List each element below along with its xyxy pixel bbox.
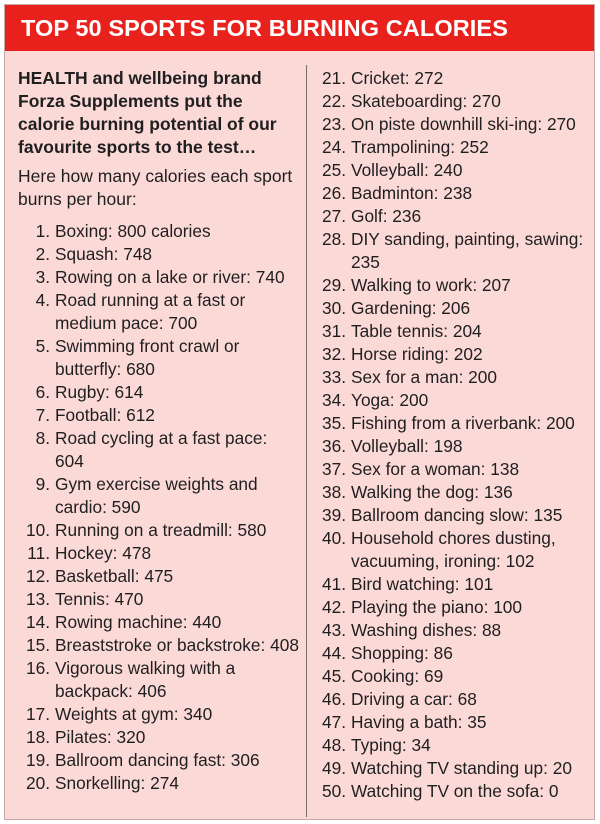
list-item xyxy=(18,772,300,795)
intro-bold-text: HEALTH and wellbeing brand Forza Supplements put the calorie burning potential of our favourite sports to the test… xyxy=(18,68,277,157)
list-item-text: Football: 612 xyxy=(55,405,155,425)
list-item-text: Watching TV on the sofa: 0 xyxy=(351,781,559,801)
list-item-text: Horse riding: 202 xyxy=(351,344,483,364)
list-item-number: 26. xyxy=(321,183,346,203)
list-item-number: 46. xyxy=(321,689,346,709)
list-item-number: 6. xyxy=(35,382,50,402)
list-item-number: 20. xyxy=(25,773,50,793)
list-item xyxy=(305,573,593,596)
list-item-number: 32. xyxy=(321,344,346,364)
list-item-number: 5. xyxy=(35,336,50,356)
list-item-number: 9. xyxy=(35,474,50,494)
list-item xyxy=(18,703,300,726)
intro-lead-text: Here how many calories each sport burns per hour: xyxy=(18,166,293,209)
list-item-number: 45. xyxy=(321,666,346,686)
list-item xyxy=(18,749,300,772)
list-item xyxy=(18,519,300,542)
list-item-text: Basketball: 475 xyxy=(55,566,174,586)
list-item xyxy=(18,473,300,519)
list-item-number: 44. xyxy=(321,643,346,663)
list-item xyxy=(305,182,593,205)
list-item-text: Table tennis: 204 xyxy=(351,321,482,341)
list-item xyxy=(18,565,300,588)
list-item-number: 17. xyxy=(25,704,50,724)
list-item-text: Skateboarding: 270 xyxy=(351,91,501,111)
list-item-text: Shopping: 86 xyxy=(351,643,453,663)
list-item xyxy=(18,611,300,634)
left-column xyxy=(18,67,300,795)
list-item xyxy=(305,297,593,320)
list-item xyxy=(305,113,593,136)
list-item xyxy=(18,726,300,749)
list-item-text: Badminton: 238 xyxy=(351,183,473,203)
list-item xyxy=(305,205,593,228)
infographic-card xyxy=(4,4,595,820)
list-item-text: Rowing machine: 440 xyxy=(55,612,222,632)
list-item xyxy=(305,136,593,159)
list-item-text: Fishing from a riverbank: 200 xyxy=(351,413,575,433)
list-item-text: Cricket: 272 xyxy=(351,68,444,88)
list-item xyxy=(305,481,593,504)
list-item-number: 43. xyxy=(321,620,346,640)
list-item xyxy=(305,619,593,642)
list-item-text: Ballroom dancing slow: 135 xyxy=(351,505,563,525)
list-item-text: Household chores dusting, vacuuming, ironing: 102 xyxy=(351,528,556,571)
list-item-number: 47. xyxy=(321,712,346,732)
list-item-text: Swimming front crawl or butterfly: 680 xyxy=(55,336,240,379)
list-item-number: 27. xyxy=(321,206,346,226)
list-item xyxy=(305,734,593,757)
list-item xyxy=(305,665,593,688)
list-item xyxy=(305,320,593,343)
list-item-number: 19. xyxy=(25,750,50,770)
list-item-text: Snorkelling: 274 xyxy=(55,773,179,793)
list-item-text: Gym exercise weights and cardio: 590 xyxy=(55,474,258,517)
list-item-number: 10. xyxy=(25,520,50,540)
list-item-text: Bird watching: 101 xyxy=(351,574,494,594)
list-item-number: 23. xyxy=(321,114,346,134)
list-item-number: 11. xyxy=(27,543,50,563)
list-item-number: 12. xyxy=(25,566,50,586)
list-item-number: 15. xyxy=(25,635,50,655)
list-item xyxy=(305,159,593,182)
list-item-text: Gardening: 206 xyxy=(351,298,471,318)
list-item xyxy=(18,634,300,657)
list-item-text: Sex for a woman: 138 xyxy=(351,459,520,479)
list-item-number: 38. xyxy=(321,482,346,502)
list-item-number: 18. xyxy=(25,727,50,747)
banner-title: TOP 50 SPORTS FOR BURNING CALORIES xyxy=(5,5,594,51)
list-item-text: Vigorous walking with a backpack: 406 xyxy=(55,658,236,701)
list-item-text: Having a bath: 35 xyxy=(351,712,487,732)
list-item-text: Boxing: 800 calories xyxy=(55,221,211,241)
ranking-list-left xyxy=(18,220,300,795)
list-item-text: Ballroom dancing fast: 306 xyxy=(55,750,260,770)
list-item xyxy=(18,404,300,427)
list-item-number: 21. xyxy=(321,68,346,88)
list-item-text: On piste downhill ski-ing: 270 xyxy=(351,114,576,134)
list-item-text: Breaststroke or backstroke: 408 xyxy=(55,635,299,655)
list-item-text: Hockey: 478 xyxy=(55,543,152,563)
list-item xyxy=(18,381,300,404)
list-item-number: 25. xyxy=(321,160,346,180)
list-item xyxy=(18,243,300,266)
list-item-text: Squash: 748 xyxy=(55,244,153,264)
list-item-text: Pilates: 320 xyxy=(55,727,146,747)
list-item xyxy=(18,427,300,473)
list-item-text: DIY sanding, painting, sawing: 235 xyxy=(351,229,584,272)
list-item-text: Watching TV standing up: 20 xyxy=(351,758,572,778)
list-item-number: 40. xyxy=(321,528,346,548)
list-item-number: 22. xyxy=(321,91,346,111)
list-item xyxy=(18,335,300,381)
list-item-text: Playing the piano: 100 xyxy=(351,597,523,617)
list-item xyxy=(305,366,593,389)
list-item-text: Driving a car: 68 xyxy=(351,689,477,709)
list-item xyxy=(305,458,593,481)
list-item-number: 35. xyxy=(321,413,346,433)
list-item-text: Typing: 34 xyxy=(351,735,431,755)
list-item xyxy=(305,389,593,412)
list-item-text: Running on a treadmill: 580 xyxy=(55,520,267,540)
list-item xyxy=(305,504,593,527)
list-item-text: Rowing on a lake or river: 740 xyxy=(55,267,285,287)
list-item xyxy=(305,688,593,711)
list-item xyxy=(305,527,593,573)
list-item-text: Road running at a fast or medium pace: 700 xyxy=(55,290,246,333)
list-item xyxy=(305,274,593,297)
list-item xyxy=(305,596,593,619)
list-item-text: Yoga: 200 xyxy=(351,390,429,410)
list-item xyxy=(305,412,593,435)
list-item xyxy=(18,542,300,565)
list-item-number: 31. xyxy=(321,321,346,341)
list-item xyxy=(18,220,300,243)
list-item xyxy=(305,435,593,458)
list-item-number: 24. xyxy=(321,137,346,157)
list-item xyxy=(305,642,593,665)
list-item-number: 29. xyxy=(321,275,346,295)
list-item-number: 34. xyxy=(321,390,346,410)
list-item-number: 42. xyxy=(321,597,346,617)
list-item-number: 7. xyxy=(35,405,50,425)
list-item-text: Sex for a man: 200 xyxy=(351,367,498,387)
list-item-number: 16. xyxy=(25,658,50,678)
list-item-text: Walking the dog: 136 xyxy=(351,482,513,502)
list-item-number: 33. xyxy=(321,367,346,387)
list-item-number: 28. xyxy=(321,229,346,249)
list-item-number: 36. xyxy=(321,436,346,456)
list-item-number: 3. xyxy=(35,267,50,287)
list-item-number: 37. xyxy=(321,459,346,479)
list-item-number: 14. xyxy=(25,612,50,632)
list-item xyxy=(305,711,593,734)
list-item xyxy=(18,289,300,335)
list-item xyxy=(305,67,593,90)
list-item-number: 30. xyxy=(321,298,346,318)
list-item xyxy=(305,343,593,366)
list-item xyxy=(18,657,300,703)
list-item-number: 49. xyxy=(321,758,346,778)
list-item-number: 8. xyxy=(35,428,50,448)
list-item-number: 1. xyxy=(35,221,50,241)
list-item xyxy=(305,780,593,803)
list-item-number: 4. xyxy=(35,290,50,310)
list-item-text: Rugby: 614 xyxy=(55,382,144,402)
list-item-text: Weights at gym: 340 xyxy=(55,704,213,724)
list-item-text: Tennis: 470 xyxy=(55,589,144,609)
ranking-list-right xyxy=(305,67,593,803)
list-item-text: Volleyball: 198 xyxy=(351,436,463,456)
list-item-number: 41. xyxy=(321,574,346,594)
list-item-number: 2. xyxy=(35,244,50,264)
right-column xyxy=(305,67,593,803)
list-item-text: Trampolining: 252 xyxy=(351,137,489,157)
list-item xyxy=(305,228,593,274)
list-item-text: Volleyball: 240 xyxy=(351,160,463,180)
list-item xyxy=(305,757,593,780)
list-item-text: Walking to work: 207 xyxy=(351,275,511,295)
list-item-number: 13. xyxy=(25,589,50,609)
list-item-number: 39. xyxy=(321,505,346,525)
list-item-text: Road cycling at a fast pace: 604 xyxy=(55,428,268,471)
list-item-number: 48. xyxy=(321,735,346,755)
list-item-text: Washing dishes: 88 xyxy=(351,620,502,640)
list-item xyxy=(18,266,300,289)
list-item-text: Golf: 236 xyxy=(351,206,422,226)
list-item xyxy=(18,588,300,611)
list-item-number: 50. xyxy=(321,781,346,801)
list-item xyxy=(305,90,593,113)
list-item-text: Cooking: 69 xyxy=(351,666,444,686)
